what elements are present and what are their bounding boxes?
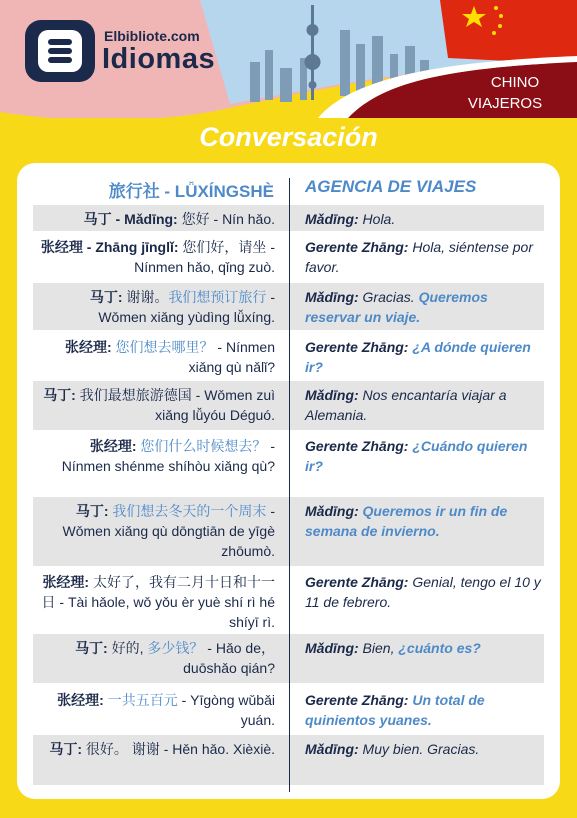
chinese-line — [39, 385, 275, 425]
site-name: Elbibliote.com — [104, 28, 200, 44]
spanish-line — [305, 237, 541, 277]
spanish-line — [305, 638, 541, 658]
text-segment: ¿Cuándo quieren ir? — [305, 438, 528, 474]
spanish-line — [305, 690, 541, 730]
text-segment: 张经理: — [42, 574, 90, 590]
text-segment: Gerente Zhāng: — [305, 574, 409, 590]
text-segment: Mǎdīng: — [305, 640, 359, 656]
brand-name: Idiomas — [102, 43, 216, 75]
chinese-line — [39, 638, 275, 678]
text-segment: 您们什么时候想去？ — [136, 438, 267, 454]
text-segment: Gerente Zhāng: — [305, 692, 409, 708]
topic-badge: VIAJEROS — [467, 95, 543, 112]
spanish-line — [305, 739, 541, 759]
text-segment: ¿A dónde quieren ir? — [305, 339, 531, 375]
page-title: Conversación — [199, 122, 378, 152]
text-segment: 马丁: — [89, 289, 123, 305]
text-segment: 您好 - Nín hǎo. — [177, 211, 275, 227]
text-segment: 马丁: — [75, 640, 108, 656]
chinese-line — [39, 287, 275, 327]
text-segment: Queremos ir un fin de semana de invierno. — [305, 503, 508, 539]
text-segment: - Wǒmen xiǎng qù dōngtiān de yīgè zhōumò. — [62, 503, 275, 559]
chinese-line — [39, 237, 275, 277]
text-segment: 我们最想旅游德国 - Wǒmen zuì xiǎng lǚyóu Déguó. — [75, 387, 275, 423]
text-segment: Bien, — [358, 640, 399, 656]
logo-icon — [25, 20, 95, 82]
text-segment: ¿cuánto es? — [398, 640, 481, 656]
text-segment: 一共五百元 — [103, 692, 178, 708]
chinese-line — [39, 739, 275, 759]
text-segment: Genial, tengo el 10 y 11 de febrero. — [305, 574, 541, 610]
text-segment: Un total de quinientos yuanes. — [305, 692, 485, 728]
text-segment: 张经理 - Zhāng jīnglǐ: — [40, 239, 179, 255]
chinese-line — [39, 501, 275, 561]
text-segment: 好的, — [107, 640, 148, 656]
chinese-line — [39, 436, 275, 476]
text-segment: - Yīgòng wǔbǎi yuán. — [177, 692, 275, 728]
text-segment: 张经理: — [64, 339, 112, 355]
text-segment: 我们想预订旅行 — [168, 289, 267, 305]
spanish-line — [305, 385, 541, 425]
text-segment: Queremos reservar un viaje. — [305, 289, 488, 325]
text-segment: 您们想去哪里？ — [111, 339, 214, 355]
text-segment: Hola, siéntense por favor. — [305, 239, 533, 275]
text-segment: - Hǎo de，duōshǎo qián? — [183, 640, 275, 676]
text-segment: 马丁: — [75, 503, 109, 519]
text-segment: - Wǒmen xiǎng yùdìng lǚxíng. — [98, 289, 275, 325]
text-segment: 太好了，我有二月十日和十一日 - Tài hǎole, wǒ yǒu èr yuè shí rì hé shíyī rì. — [41, 574, 275, 630]
spanish-line — [305, 337, 541, 377]
header-banner — [0, 0, 577, 118]
text-segment: - Nínmen xiǎng qù nǎlǐ? — [188, 339, 275, 375]
chinese-line — [39, 209, 275, 229]
spanish-line — [305, 572, 541, 612]
text-segment: Mǎdīng: — [305, 741, 359, 757]
spanish-line — [305, 287, 541, 327]
language-badge: CHINO — [490, 74, 540, 91]
text-segment: Gerente Zhāng: — [305, 239, 409, 255]
chinese-line — [39, 690, 275, 730]
text-segment: Muy bien. Gracias. — [358, 741, 480, 757]
right-column-header: AGENCIA DE VIAJES — [305, 177, 477, 196]
text-segment: Mǎdīng: — [305, 289, 359, 305]
text-segment: 马丁: — [49, 741, 83, 757]
spanish-line — [305, 436, 541, 476]
spanish-line — [305, 209, 541, 229]
text-segment: Gracias. — [358, 289, 419, 305]
text-segment: 张经理: — [89, 438, 137, 454]
text-segment: Mǎdīng: — [305, 387, 359, 403]
text-segment: Mǎdīng: — [305, 211, 359, 227]
text-segment: 张经理: — [57, 692, 104, 708]
chinese-line — [39, 572, 275, 632]
text-segment: - Nínmen shénme shíhòu xiǎng qù? — [61, 438, 275, 474]
left-column-header: 旅行社 - LǙXÍNGSHÈ — [108, 182, 274, 201]
text-segment: Hola. — [358, 211, 396, 227]
text-segment: Gerente Zhāng: — [305, 438, 409, 454]
text-segment: 我们想去冬天的一个周末 — [108, 503, 267, 519]
spanish-line — [305, 501, 541, 541]
text-segment: Gerente Zhāng: — [305, 339, 409, 355]
text-segment: 马丁 - Mǎdīng: — [83, 211, 178, 227]
chinese-line — [39, 337, 275, 377]
column-divider — [289, 178, 290, 792]
text-segment: 很好。 谢谢 - Hěn hǎo. Xièxiè. — [82, 741, 275, 757]
text-segment: 谢谢。 — [122, 289, 169, 305]
text-segment: Mǎdīng: — [305, 503, 359, 519]
text-segment: 多少钱？ — [147, 640, 204, 656]
text-segment: 马丁: — [43, 387, 76, 403]
text-segment: 您们好，请坐 - Nínmen hǎo, qǐng zuò. — [134, 239, 275, 275]
text-segment: Nos encantaría viajar a Alemania. — [305, 387, 507, 423]
